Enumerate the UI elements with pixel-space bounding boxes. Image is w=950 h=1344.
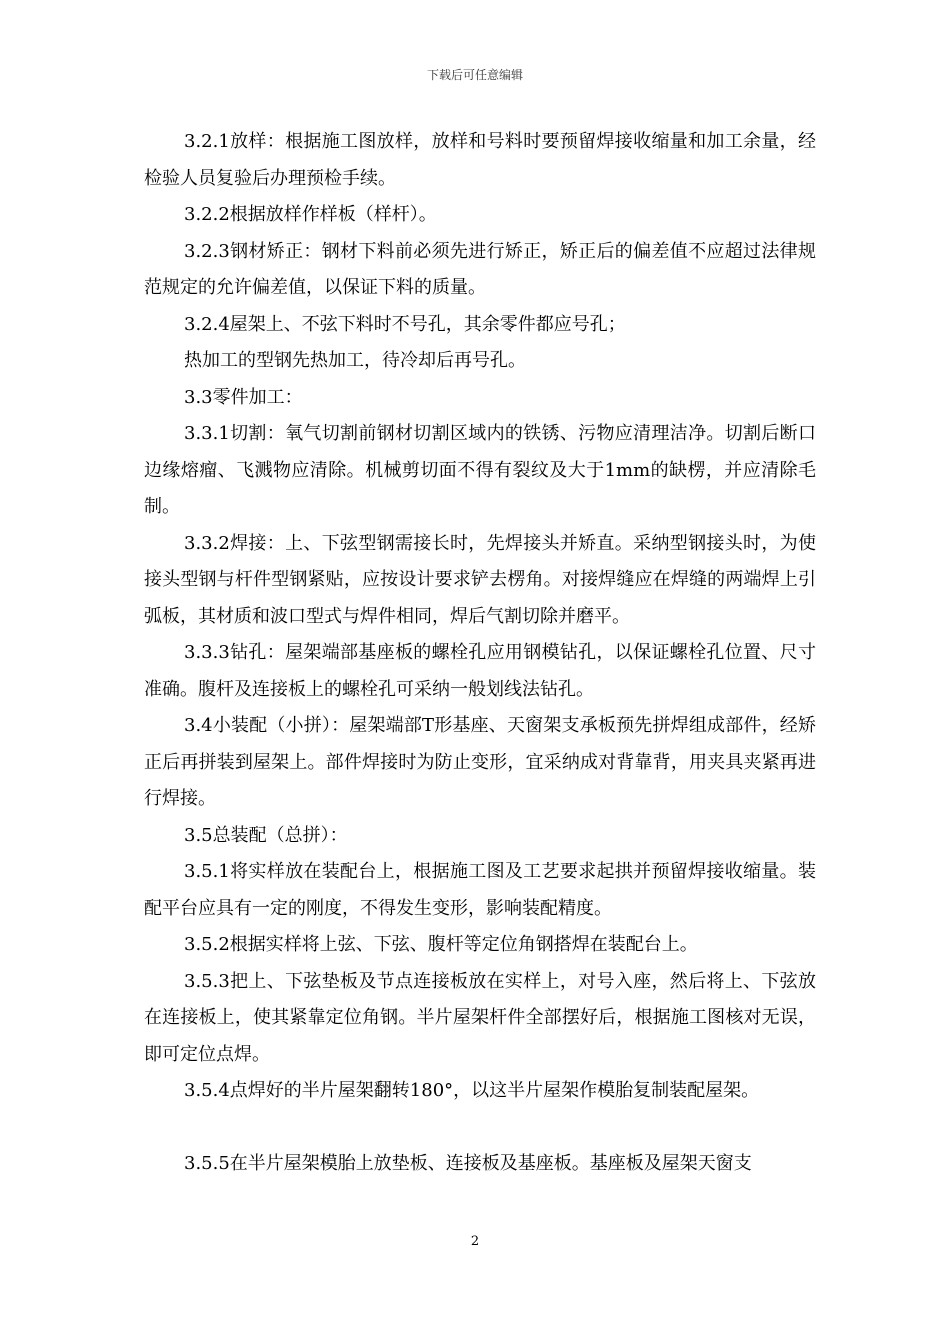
page-number: 2 <box>470 1234 480 1249</box>
document-body <box>144 124 816 1182</box>
paragraph-hot-working: 热加工的型钢先热加工，待冷却后再号孔。 <box>184 350 526 371</box>
paragraph-3-5-4: 3.5.4点焊好的半片屋架翻转180°，以这半片屋架作模胎复制装配屋架。 <box>184 1080 760 1101</box>
paragraph-3-2-2: 3.2.2根据放样作样板（样杆）。 <box>184 204 437 225</box>
paragraph-3-3: 3.3零件加工： <box>184 386 303 408</box>
paragraph-3-4: 3.4小装配（小拼）：屋架端部T形基座、天窗架支承板预先拼焊组成部件，经矫正后再拼装到屋架上。部件焊接时为防止变形，宜采纳成对背靠背，用夹具夹紧再进行焊接。 <box>144 715 816 809</box>
paragraph-3-5: 3.5总装配（总拼）： <box>184 824 348 846</box>
paragraph-3-3-2: 3.3.2焊接：上、下弦型钢需接长时，先焊接头并矫直。采纳型钢接头时，为使接头型钢与杆件型钢紧贴，应按设计要求铲去楞角。对接焊缝应在焊缝的两端焊上引弧板，其材质和波口型式与焊件相同，焊后气割切除并磨平。 <box>144 532 816 627</box>
paragraph-3-5-1: 3.5.1将实样放在装配台上，根据施工图及工艺要求起拱并预留焊接收缩量。装配平台应具有一定的刚度，不得发生变形，影响装配精度。 <box>144 861 816 919</box>
paragraph-3-5-5: 3.5.5在半片屋架模胎上放垫板、连接板及基座板。基座板及屋架天窗支 <box>184 1152 752 1174</box>
page-header-note: 下载后可任意编辑 <box>426 68 523 82</box>
paragraph-gap <box>144 1110 816 1146</box>
paragraph-3-2-4: 3.2.4屋架上、不弦下料时不号孔，其余零件都应号孔； <box>184 313 626 335</box>
paragraph-3-3-3: 3.3.3钻孔：屋架端部基座板的螺栓孔应用钢模钻孔，以保证螺栓孔位置、尺寸准确。腹杆及连接板上的螺栓孔可采纳一般划线法钻孔。 <box>144 642 816 700</box>
paragraph-3-5-2: 3.5.2根据实样将上弦、下弦、腹杆等定位角钢搭焊在装配台上。 <box>184 934 698 955</box>
paragraph-3-2-1: 3.2.1放样：根据施工图放样，放样和号料时要预留焊接收缩量和加工余量，经检验人员复验后办理预检手续。 <box>144 131 816 189</box>
paragraph-3-5-3: 3.5.3把上、下弦垫板及节点连接板放在实样上，对号入座，然后将上、下弦放在连接板上，使其紧靠定位角钢。半片屋架杆件全部摆好后，根据施工图核对无误，即可定位点焊。 <box>144 970 816 1065</box>
paragraph-3-2-3: 3.2.3钢材矫正：钢材下料前必须先进行矫正，矫正后的偏差值不应超过法律规范规定的允许偏差值，以保证下料的质量。 <box>144 240 816 298</box>
paragraph-3-3-1: 3.3.1切割：氧气切割前钢材切割区域内的铁锈、污物应清理洁净。切割后断口边缘熔瘤、飞溅物应清除。机械剪切面不得有裂纹及大于1mm的缺楞，并应清除毛制。 <box>144 423 816 517</box>
